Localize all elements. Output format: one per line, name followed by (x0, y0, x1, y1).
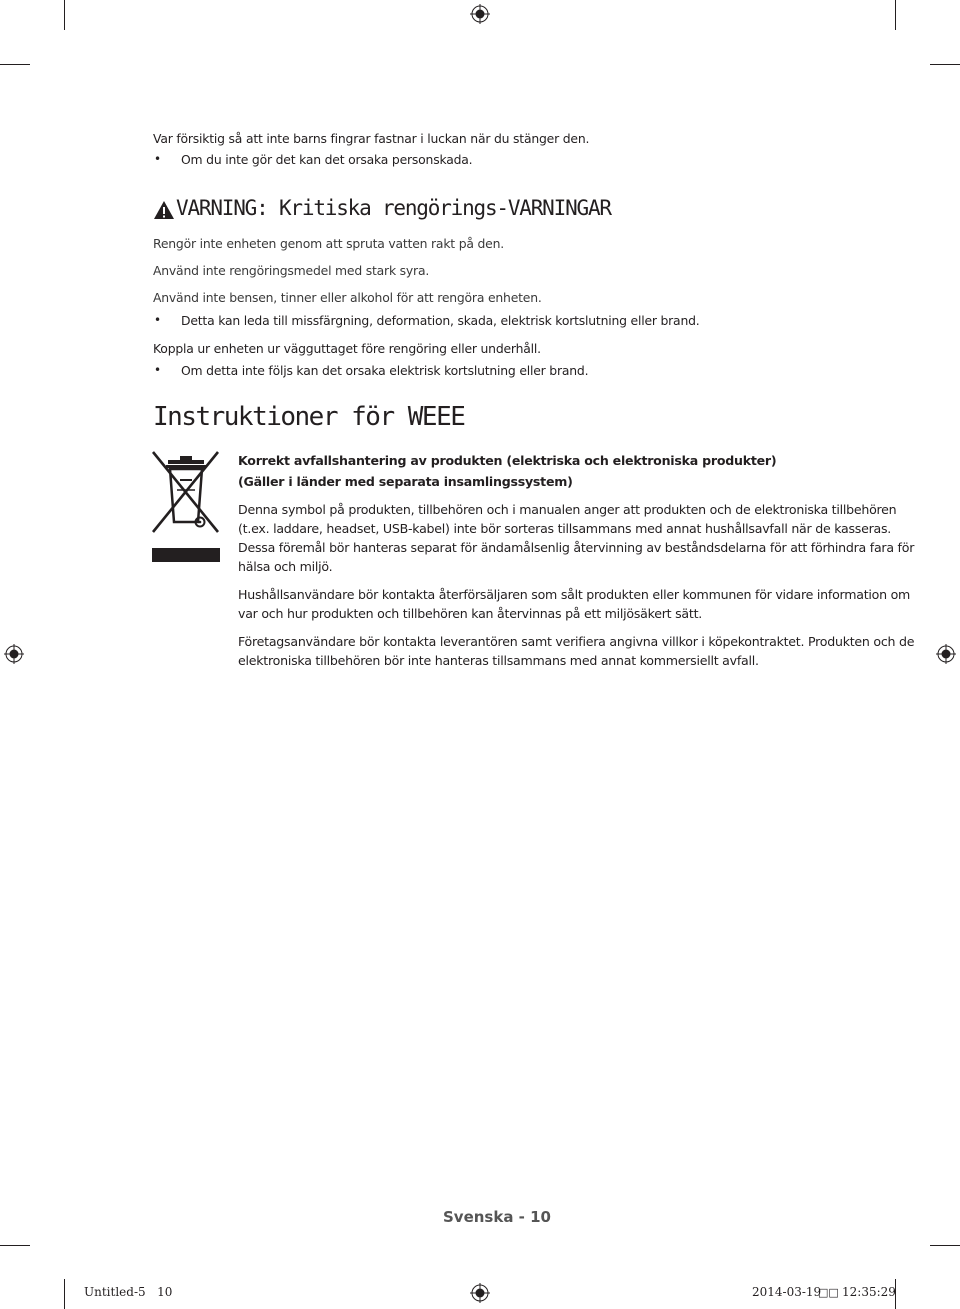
registration-mark-icon (936, 644, 956, 664)
registration-mark-icon (470, 1283, 490, 1303)
warning-triangle-icon (153, 200, 175, 220)
slug-garbled: □□ (818, 1286, 839, 1299)
weee-paragraph-line: Denna symbol på produkten, tillbehören och i manualen anger att produkten och de elektroniska tillbehören (238, 502, 897, 517)
crop-mark-bottom-left (64, 1279, 65, 1309)
weee-paragraph-line: elektroniska tillbehören bör inte hanteras tillsammans med annat kommersiellt avfall. (238, 653, 759, 668)
weee-subtitle: (Gäller i länder med separata insamlingssystem) (238, 474, 573, 489)
slug-date: 2014-03-19 (752, 1285, 822, 1299)
slug-time: 12:35:29 (842, 1285, 896, 1299)
weee-paragraph-line: Dessa föremål bör hanteras separat för ändamålsenlig återvinning av beståndsdelarna för att förhindra fara för (238, 540, 915, 555)
weee-paragraph-line: Företagsanvändare bör kontakta leverantören samt verifiera angivna villkor i köpekontraktet. Produkten och de (238, 634, 915, 649)
page-number: Svenska - 10 (442, 1208, 551, 1226)
bullet-icon: • (154, 152, 162, 166)
crop-mark-top-right-h (930, 64, 960, 65)
warning-line: Koppla ur enheten ur vägguttaget före rengöring eller underhåll. (153, 341, 541, 356)
registration-mark-icon (470, 4, 490, 24)
weee-heading: Instruktioner för WEEE (153, 402, 465, 432)
crop-mark-bottom-left-h (0, 1245, 30, 1246)
warning-line: Rengör inte enheten genom att spruta vatten rakt på den. (153, 236, 504, 251)
bullet-icon: • (154, 363, 162, 377)
bullet-icon: • (154, 313, 162, 327)
warning-bullet: Om detta inte följs kan det orsaka elektrisk kortslutning eller brand. (181, 363, 589, 378)
crop-mark-top-left (64, 0, 65, 30)
slug-file: Untitled-5 10 (84, 1285, 173, 1299)
weee-paragraph-line: Hushållsanvändare bör kontakta återförsäljaren som sålt produkten eller kommunen för vidare information om (238, 587, 911, 602)
weee-paragraph-line: var och hur produkten och tillbehören kan återvinnas på ett miljösäkert sätt. (238, 606, 703, 621)
note-line: Var försiktig så att inte barns fingrar fastnar i luckan när du stänger den. (153, 131, 590, 146)
registration-mark-icon (4, 644, 24, 664)
note-bullet: Om du inte gör det kan det orsaka personskada. (181, 152, 473, 167)
crossed-out-wheelie-bin-icon (150, 450, 222, 566)
weee-paragraph-line: (t.ex. laddare, headset, USB-kabel) inte bör sorteras tillsammans med annat hushållsavfall när de kasseras. (238, 521, 892, 536)
warning-heading: VARNING: Kritiska rengörings-VARNINGAR (176, 196, 611, 220)
weee-paragraph-line: hälsa och miljö. (238, 559, 333, 574)
warning-line: Använd inte rengöringsmedel med stark syra. (153, 263, 430, 278)
crop-mark-top-right (895, 0, 896, 30)
crop-mark-top-left-h (0, 64, 30, 65)
warning-bullet: Detta kan leda till missfärgning, deformation, skada, elektrisk kortslutning eller brand. (181, 313, 700, 328)
warning-line: Använd inte bensen, tinner eller alkohol för att rengöra enheten. (153, 290, 542, 305)
crop-mark-bottom-right-h (930, 1245, 960, 1246)
weee-subtitle: Korrekt avfallshantering av produkten (elektriska och elektroniska produkter) (238, 453, 777, 468)
